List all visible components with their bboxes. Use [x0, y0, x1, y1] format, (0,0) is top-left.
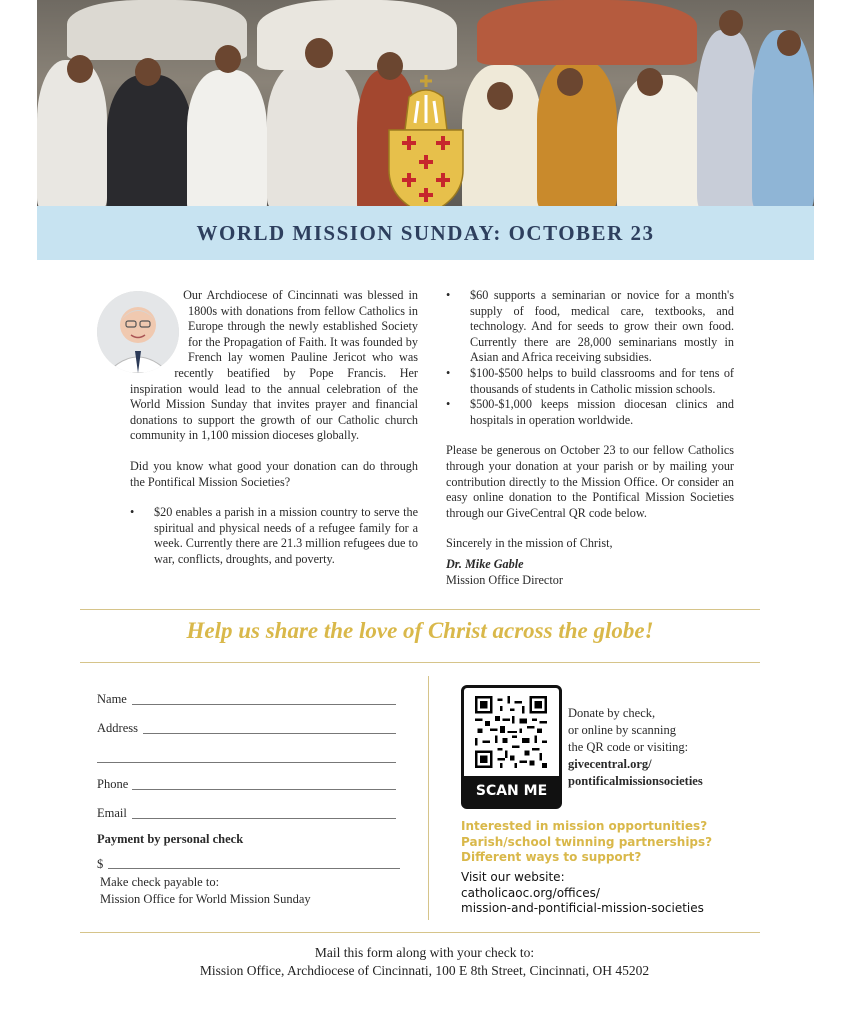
phone-label: Phone [97, 777, 129, 791]
signer-name: Dr. Mike Gable [446, 556, 524, 571]
phone-field[interactable] [132, 789, 396, 790]
amount-label: $ [97, 857, 104, 871]
qr-code-icon [475, 696, 547, 768]
archdiocese-crest-icon [385, 75, 467, 215]
tagline: Help us share the love of Christ across the globe! [186, 618, 654, 643]
page-title: WORLD MISSION SUNDAY: OCTOBER 23 [196, 220, 655, 245]
closing-line: Sincerely in the mission of Christ, [446, 536, 613, 551]
address-field[interactable] [143, 733, 396, 734]
letter-left-column [130, 288, 418, 568]
qr-code-card[interactable] [461, 685, 562, 809]
website-heading: Visit our website: [461, 870, 565, 884]
mail-address: Mission Office, Archdiocese of Cincinnati, 100 E 8th Street, Cincinnati, OH 45202 [199, 963, 650, 978]
website-block [461, 870, 704, 917]
address-field-line-2[interactable] [97, 762, 396, 763]
form-divider [428, 676, 429, 920]
donate-info [568, 705, 738, 790]
interest-line-3: Different ways to support? [461, 850, 642, 864]
scan-me-label: SCAN ME [464, 776, 559, 806]
interest-line-1: Interested in mission opportunities? [461, 819, 708, 833]
donate-line-2: or online by scanning [568, 723, 676, 737]
list-item: • $500-$1,000 keeps mission diocesan clinics and hospitals in operation worldwide. [446, 397, 734, 428]
list-item: • $20 enables a parish in a mission country to serve the spiritual and physical needs of a refugee family for a week. Currently there are 21.3 million refugees due to war, conflicts, droughts, and poverty. [130, 505, 418, 567]
givecentral-link-part-2[interactable]: pontificalmissionsocieties [568, 774, 703, 788]
intro-paragraph [130, 288, 418, 444]
divider-bottom [80, 932, 760, 933]
intro-text: Our Archdiocese of Cincinnati was blessed in 1800s with donations from fellow Catholics in Europe through the newly established Society for the Propagation of Faith. It was founded by French lay women Pauline Jericot who was recently beatified by Pope Francis. Her inspiration would lead to the annual celebration of the World Mission Sunday that invites prayer and financial donations to support the growth of our Catholic church community in 1,100 mission dioceses globally. [130, 288, 418, 443]
portrait-wrap-spacer [130, 288, 188, 376]
bullet-list-right [446, 288, 734, 428]
payable-line-1: Make check payable to: [100, 875, 220, 889]
address-label: Address [97, 721, 138, 735]
email-field[interactable] [132, 818, 396, 819]
name-field[interactable] [132, 704, 396, 705]
donate-line-1: Donate by check, [568, 706, 656, 720]
amount-field[interactable] [108, 868, 400, 869]
list-item: • $100-$500 helps to build classrooms and for tens of thousands of students in Catholic mission schools. [446, 366, 734, 397]
name-label: Name [97, 692, 127, 706]
mail-instruction: Mail this form along with your check to: [314, 945, 535, 960]
interest-line-2: Parish/school twinning partnerships? [461, 834, 713, 849]
donate-line-3: the QR code or visiting: [568, 740, 689, 754]
question-paragraph: Did you know what good your donation can do through the Pontifical Mission Societies? [130, 458, 418, 489]
divider-middle [80, 662, 760, 663]
givecentral-link-part-1[interactable]: givecentral.org/ [568, 757, 652, 771]
givecentral-link[interactable] [568, 756, 738, 790]
title-banner [37, 206, 814, 260]
payment-heading: Payment by personal check [97, 832, 244, 846]
divider-top [80, 609, 760, 610]
list-item: • $60 supports a seminarian or novice for a month's supply of food, medical care, textbooks, and technology. And for seeds to grow their own food. Currently there are 28,000 seminarians mostly in Asian and Africa receiving subsidies. [446, 288, 734, 366]
appeal-paragraph: Please be generous on October 23 to our fellow Catholics through your donation at your parish or by mailing your contribution directly to the Mission Office. Or consider an easy online donation to the Pontifical Mission Societies through our GiveCentral QR code below. [446, 443, 734, 520]
letter-right-column [446, 288, 734, 588]
bullet-list-left [130, 505, 418, 567]
payable-line-2: Mission Office for World Mission Sunday [100, 892, 311, 906]
email-label: Email [97, 806, 127, 820]
website-link[interactable] [461, 886, 704, 917]
website-link-part-1[interactable]: catholicaoc.org/offices/ [461, 885, 600, 900]
website-link-part-2[interactable]: mission-and-pontificial-mission-societies [461, 901, 704, 915]
signer-title: Mission Office Director [446, 572, 563, 587]
interest-block [461, 819, 712, 866]
